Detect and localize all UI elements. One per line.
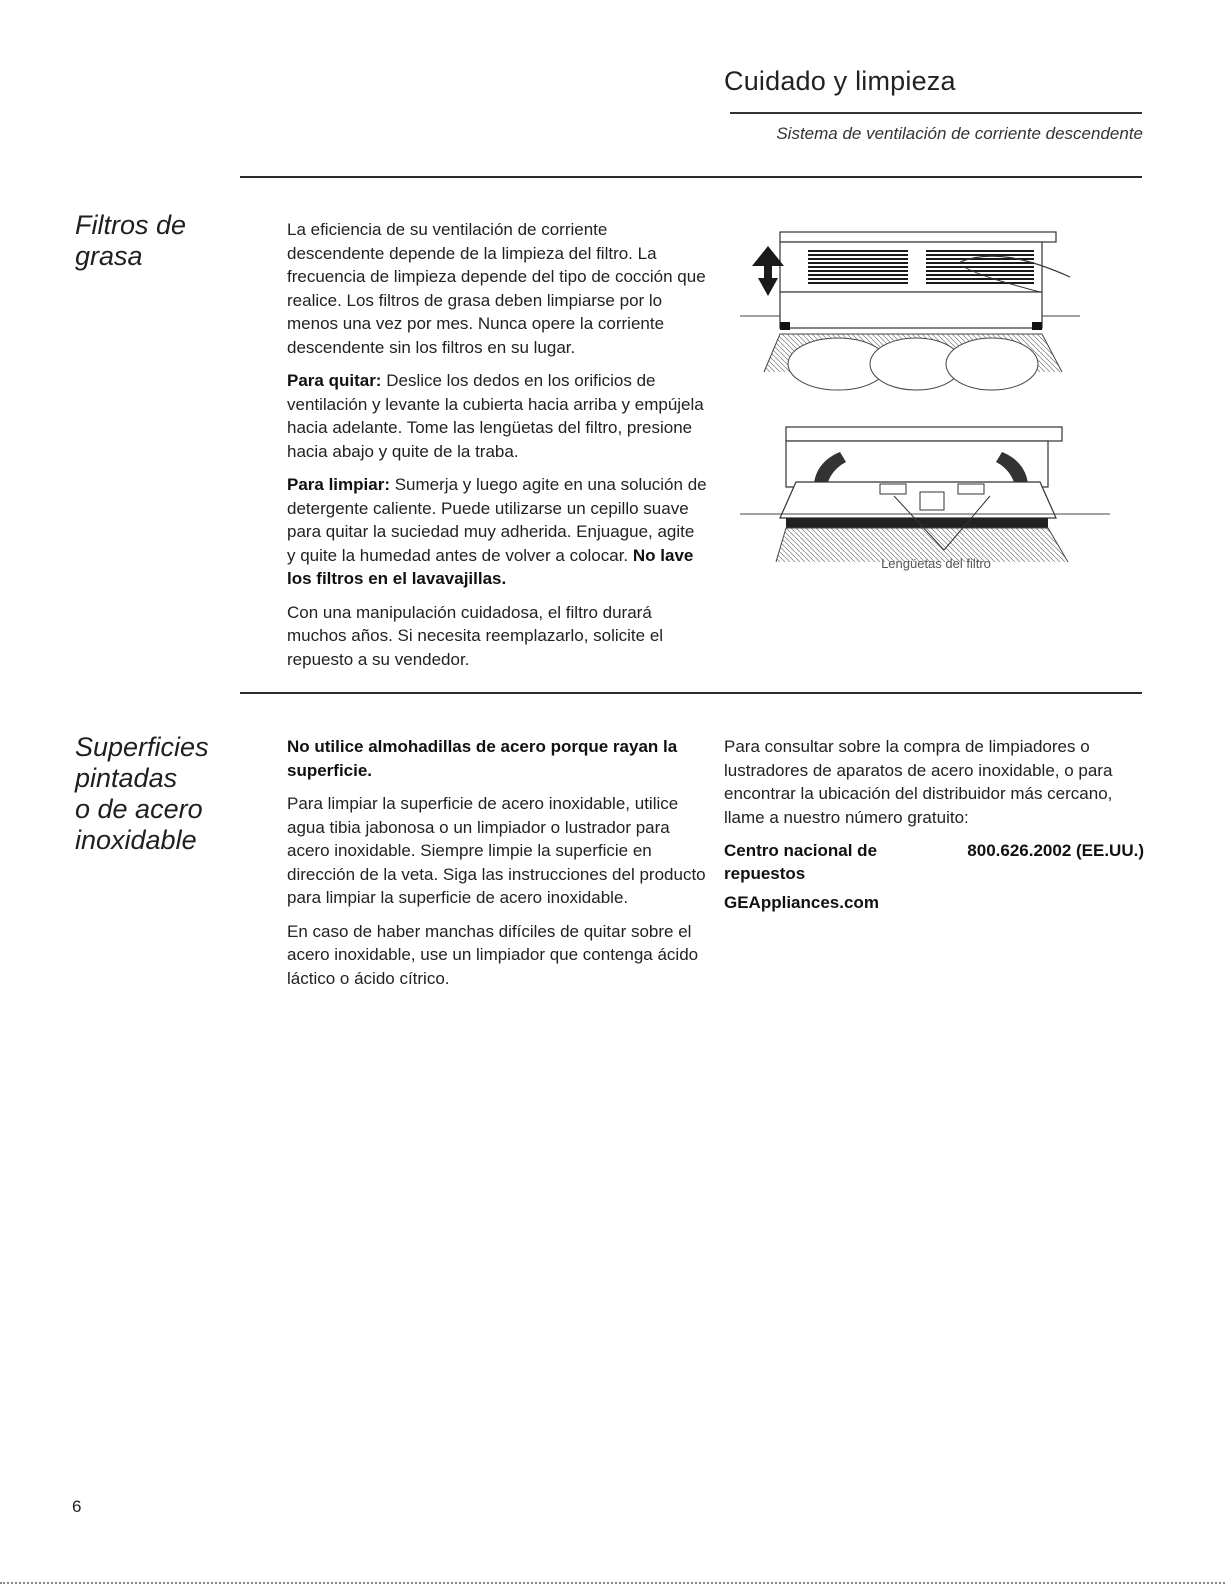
page-header-subtitle: Sistema de ventilación de corriente descendente — [776, 124, 1143, 143]
section-title-filtros — [75, 210, 186, 272]
section-title-line: grasa — [75, 241, 143, 271]
filtros-quitar — [287, 369, 707, 463]
limpiar-warning: No lave los filtros en el lavavajillas. — [287, 545, 694, 588]
contact-phone: 800.626.2002 (EE.UU.) — [967, 841, 1144, 860]
arrow-up-icon — [752, 246, 784, 296]
section-title-line: inoxidable — [75, 825, 197, 855]
filtros-intro: La eficiencia de su ventilación de corriente descendente depende de la limpieza del filtro. La frecuencia de limpieza depende del tipo de cocción que realice. Los filtros de grasa deben limpiarse por lo menos una vez por mes. Nunca opere la corriente descendente sin los filtros en su lugar. — [287, 220, 706, 357]
superficies-contact-intro: Para consultar sobre la compra de limpiadores o lustradores de aparatos de acero inoxidable, o para encontrar la ubicación del distribuidor más cercano, llame a nuestro número gratuito: — [724, 737, 1113, 827]
contact-name: Centro nacional de repuestos — [724, 841, 878, 883]
contact-row — [724, 839, 1144, 885]
vent-lift-drawing — [740, 232, 1080, 390]
superficies-instructions: Para limpiar la superficie de acero inoxidable, utilice agua tibia jabonosa o un limpiador o lustrador para acero inoxidable. Siempre limpie la superficie en dirección de la veta. Siga las instrucciones del producto para limpiar la superficie de acero inoxidable. — [287, 794, 706, 907]
superficies-body-left — [287, 735, 707, 1000]
section-title-line: o de acero — [75, 794, 203, 824]
filter-removal-drawing — [740, 427, 1110, 571]
quitar-text: Deslice los dedos en los orificios de ventilación y levante la cubierta hacia arriba y empújela hacia adelante. Tome las lengüetas del filtro, presione hacia abajo y quite de la traba. — [287, 371, 704, 461]
section-divider-middle — [240, 692, 1142, 694]
superficies-body-right — [724, 735, 1144, 915]
superficies-stains: En caso de haber manchas difíciles de quitar sobre el acero inoxidable, use un limpiador que contenga ácido láctico o ácido cítrico. — [287, 921, 699, 988]
quitar-label: Para quitar: — [287, 371, 382, 390]
filtros-limpiar — [287, 473, 707, 591]
section-title-superficies — [75, 732, 209, 856]
website-link[interactable]: GEAppliances.com — [724, 893, 879, 912]
section-title-line: Filtros de — [75, 210, 187, 240]
bottom-edge-rule — [0, 1582, 1225, 1584]
superficies-warning: No utilice almohadillas de acero porque rayan la superficie. — [287, 737, 678, 780]
limpiar-text: Sumerja y luego agite en una solución de detergente caliente. Puede utilizarse un cepillo suave para quitar la suciedad muy adherida. Enjuague, agite y quite la humedad antes de volver a colocar. — [287, 475, 707, 565]
page-header-title: Cuidado y limpieza — [724, 66, 956, 96]
superficies-warning-para — [287, 735, 707, 782]
figure-caption: Lengüetas del filtro — [881, 556, 991, 571]
page-number: 6 — [72, 1497, 82, 1516]
header-rule — [730, 112, 1142, 114]
limpiar-label: Para limpiar: — [287, 475, 390, 494]
filtros-durability: Con una manipulación cuidadosa, el filtro durará muchos años. Si necesita reemplazarlo, solicite el repuesto a su vendedor. — [287, 602, 664, 669]
section-divider-top — [240, 176, 1142, 178]
section-title-line: pintadas — [75, 763, 178, 793]
filtros-body — [287, 218, 707, 681]
downdraft-filter-illustration — [740, 222, 1140, 590]
section-title-line: Superficies — [75, 732, 209, 762]
